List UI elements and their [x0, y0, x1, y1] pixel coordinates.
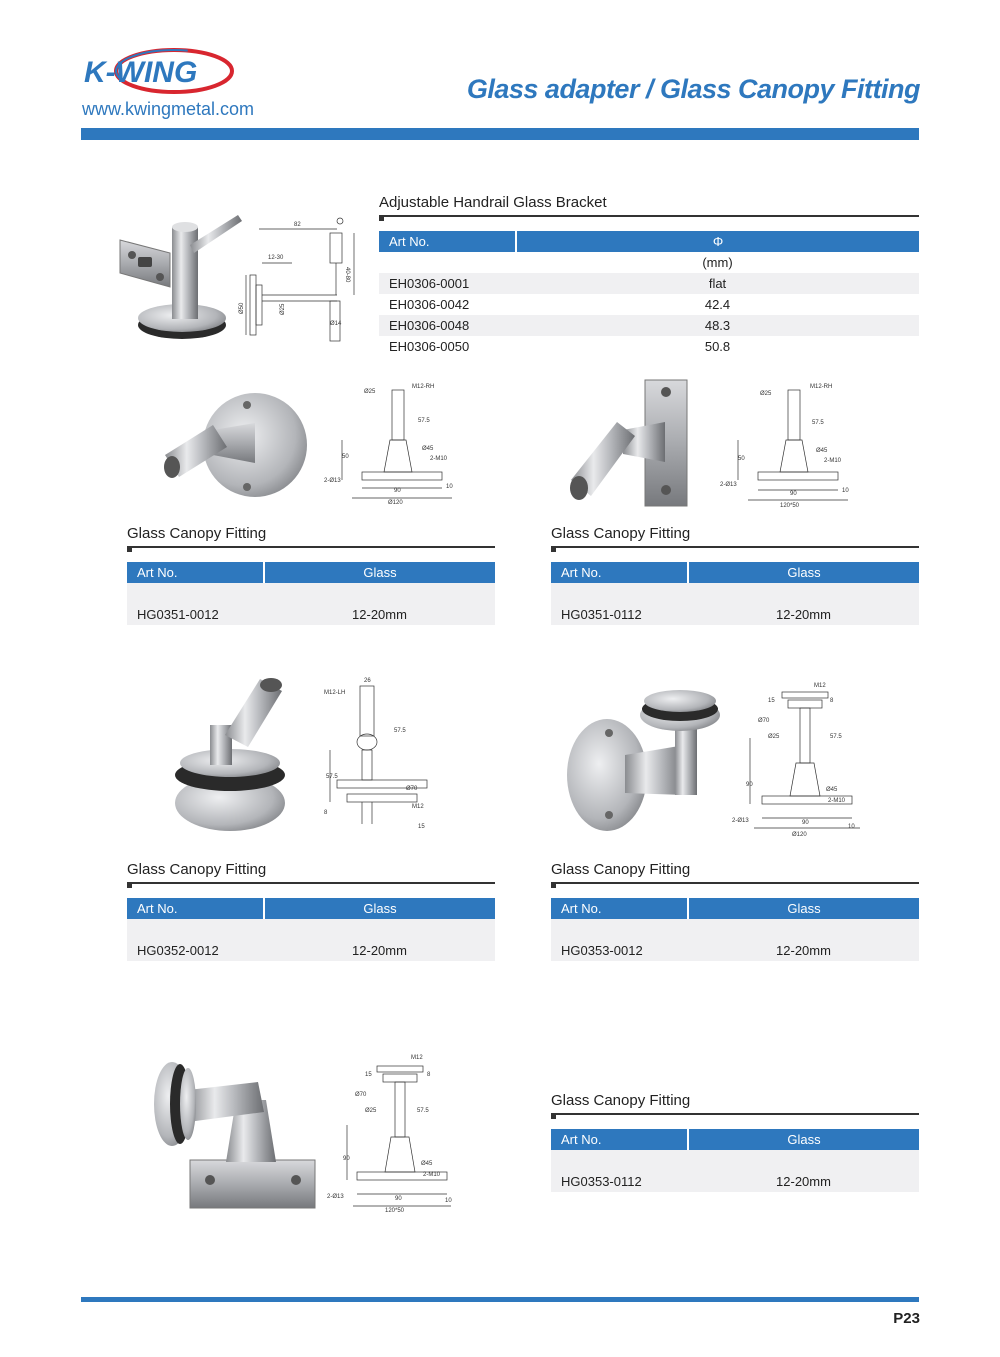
- svg-text:8: 8: [427, 1072, 431, 1078]
- bracket-table: [379, 231, 919, 357]
- table-row: EH0306-0050 50.8: [389, 339, 731, 354]
- bracket-drawing: [232, 213, 360, 353]
- svg-text:8: 8: [324, 810, 328, 816]
- svg-text:Ø25: Ø25: [768, 734, 780, 740]
- canopy-drawing-hg0351-0112: [718, 380, 858, 510]
- canopy-drawing-hg0353-0012: [730, 678, 865, 840]
- section-title: Glass Canopy Fitting: [551, 525, 691, 542]
- section-title-bracket: Adjustable Handrail Glass Bracket: [379, 194, 607, 211]
- svg-text:2-Ø13: 2-Ø13: [720, 482, 737, 488]
- canopy-table-hg0351-0112: [551, 562, 919, 625]
- col-art-no: Art No.: [551, 1129, 688, 1150]
- canopy-photo-hg0351-0112: [565, 378, 695, 513]
- svg-text:Ø45: Ø45: [816, 448, 828, 454]
- svg-text:2-M10: 2-M10: [430, 456, 448, 462]
- section-rule: [127, 882, 495, 884]
- section-title: Glass Canopy Fitting: [551, 861, 691, 878]
- canopy-table-hg0352-0012: [127, 898, 495, 961]
- canopy-photo-hg0353-0112: [148, 1060, 323, 1212]
- svg-text:2-Ø13: 2-Ø13: [732, 818, 749, 824]
- table-row: HG0352-0012 12-20mm: [127, 940, 495, 961]
- footer-bar: [81, 1297, 919, 1302]
- col-glass: Glass: [264, 898, 495, 919]
- col-art-no: Art No.: [127, 562, 264, 583]
- svg-text:Ø25: Ø25: [365, 1108, 377, 1114]
- svg-text:Ø45: Ø45: [826, 787, 838, 793]
- col-diameter: Φ: [516, 231, 919, 252]
- svg-text:2-Ø13: 2-Ø13: [324, 478, 341, 484]
- page-title: Glass adapter / Glass Canopy Fitting: [466, 74, 920, 104]
- bracket-photo: [110, 205, 245, 355]
- svg-text:Ø120: Ø120: [792, 832, 807, 838]
- svg-text:K-WING: K-WING: [84, 56, 198, 89]
- svg-text:57.5: 57.5: [326, 774, 338, 780]
- svg-text:57.5: 57.5: [418, 418, 430, 424]
- svg-text:M12-RH: M12-RH: [412, 384, 435, 390]
- section-rule: [551, 546, 919, 548]
- col-glass: Glass: [688, 1129, 919, 1150]
- svg-text:Ø70: Ø70: [406, 786, 418, 792]
- svg-text:90: 90: [395, 1196, 402, 1202]
- svg-text:15: 15: [768, 698, 775, 704]
- svg-text:Ø25: Ø25: [364, 389, 376, 395]
- table-row: [127, 919, 495, 940]
- canopy-drawing-hg0352-0012: [322, 672, 437, 832]
- svg-text:M12: M12: [412, 804, 424, 810]
- col-glass: Glass: [264, 562, 495, 583]
- svg-text:120*50: 120*50: [385, 1208, 405, 1214]
- svg-text:90: 90: [343, 1156, 350, 1162]
- svg-text:Ø45: Ø45: [421, 1161, 433, 1167]
- col-art-no: Art No.: [551, 898, 688, 919]
- svg-text:2-M10: 2-M10: [423, 1172, 441, 1178]
- svg-text:90: 90: [746, 782, 753, 788]
- canopy-photo-hg0353-0012: [565, 685, 725, 835]
- svg-text:Ø50: Ø50: [239, 302, 245, 314]
- table-row: [551, 1150, 919, 1171]
- svg-text:M12-LH: M12-LH: [324, 690, 346, 696]
- col-art-no: Art No.: [127, 898, 264, 919]
- col-glass: Glass: [688, 562, 919, 583]
- section-rule: [551, 1113, 919, 1115]
- table-row: (mm): [702, 255, 733, 270]
- table-row: [127, 583, 495, 604]
- col-glass: Glass: [688, 898, 919, 919]
- page-number: P23: [893, 1310, 920, 1327]
- table-row: HG0353-0012 12-20mm: [551, 940, 919, 961]
- canopy-photo-hg0351-0012: [155, 385, 310, 510]
- table-row: HG0351-0012 12-20mm: [127, 604, 495, 625]
- canopy-drawing-hg0353-0112: [325, 1050, 460, 1215]
- svg-text:50: 50: [342, 454, 349, 460]
- website-url: www.kwingmetal.com: [82, 99, 255, 119]
- svg-text:10: 10: [445, 1198, 452, 1204]
- table-row: EH0306-0001 flat: [379, 273, 919, 294]
- svg-text:2-M10: 2-M10: [824, 458, 842, 464]
- svg-text:12-30: 12-30: [268, 255, 284, 261]
- svg-text:M12: M12: [411, 1055, 423, 1061]
- canopy-table-hg0353-0012: [551, 898, 919, 961]
- svg-text:Ø70: Ø70: [355, 1092, 367, 1098]
- svg-text:10: 10: [446, 484, 453, 490]
- svg-text:57.5: 57.5: [812, 420, 824, 426]
- svg-text:2-M10: 2-M10: [828, 798, 846, 804]
- svg-text:50: 50: [738, 456, 745, 462]
- svg-text:M12: M12: [814, 683, 826, 689]
- table-row: EH0306-0042 42.4: [389, 297, 731, 312]
- section-rule: [379, 215, 919, 217]
- col-art-no: Art No.: [551, 562, 688, 583]
- svg-text:57.5: 57.5: [394, 728, 406, 734]
- svg-text:Ø120: Ø120: [388, 500, 403, 506]
- svg-text:2-Ø13: 2-Ø13: [327, 1194, 344, 1200]
- svg-text:90: 90: [790, 491, 797, 497]
- section-title: Glass Canopy Fitting: [127, 525, 267, 542]
- svg-text:40-80: 40-80: [344, 267, 350, 283]
- svg-text:15: 15: [418, 824, 425, 830]
- table-row: [551, 919, 919, 940]
- svg-text:Ø70: Ø70: [758, 718, 770, 724]
- section-title: Glass Canopy Fitting: [551, 1092, 691, 1109]
- svg-text:Ø25: Ø25: [280, 303, 286, 315]
- table-row: [551, 583, 919, 604]
- svg-text:M12-RH: M12-RH: [810, 384, 833, 390]
- canopy-drawing-hg0351-0012: [322, 380, 462, 508]
- table-row: HG0353-0112 12-20mm: [551, 1171, 919, 1192]
- svg-text:57.5: 57.5: [830, 734, 842, 740]
- col-art-no: Art No.: [379, 231, 516, 252]
- svg-text:Ø14: Ø14: [330, 321, 342, 327]
- section-title: Glass Canopy Fitting: [127, 861, 267, 878]
- section-rule: [551, 882, 919, 884]
- svg-text:Ø25: Ø25: [760, 391, 772, 397]
- canopy-table-hg0353-0112: [551, 1129, 919, 1192]
- svg-text:10: 10: [842, 488, 849, 494]
- svg-text:26: 26: [364, 678, 371, 684]
- canopy-table-hg0351-0012: [127, 562, 495, 625]
- svg-text:Ø45: Ø45: [422, 446, 434, 452]
- svg-text:90: 90: [394, 488, 401, 494]
- canopy-photo-hg0352-0012: [170, 675, 305, 835]
- svg-text:120*50: 120*50: [780, 503, 800, 509]
- svg-text:8: 8: [830, 698, 834, 704]
- brand-logo: [82, 46, 242, 96]
- section-rule: [127, 546, 495, 548]
- table-row: EH0306-0048 48.3: [379, 315, 919, 336]
- header-bar: [81, 128, 919, 140]
- svg-text:15: 15: [365, 1072, 372, 1078]
- svg-text:10: 10: [848, 824, 855, 830]
- svg-text:57.5: 57.5: [417, 1108, 429, 1114]
- table-row: HG0351-0112 12-20mm: [551, 604, 919, 625]
- svg-text:82: 82: [294, 222, 301, 228]
- svg-text:90: 90: [802, 820, 809, 826]
